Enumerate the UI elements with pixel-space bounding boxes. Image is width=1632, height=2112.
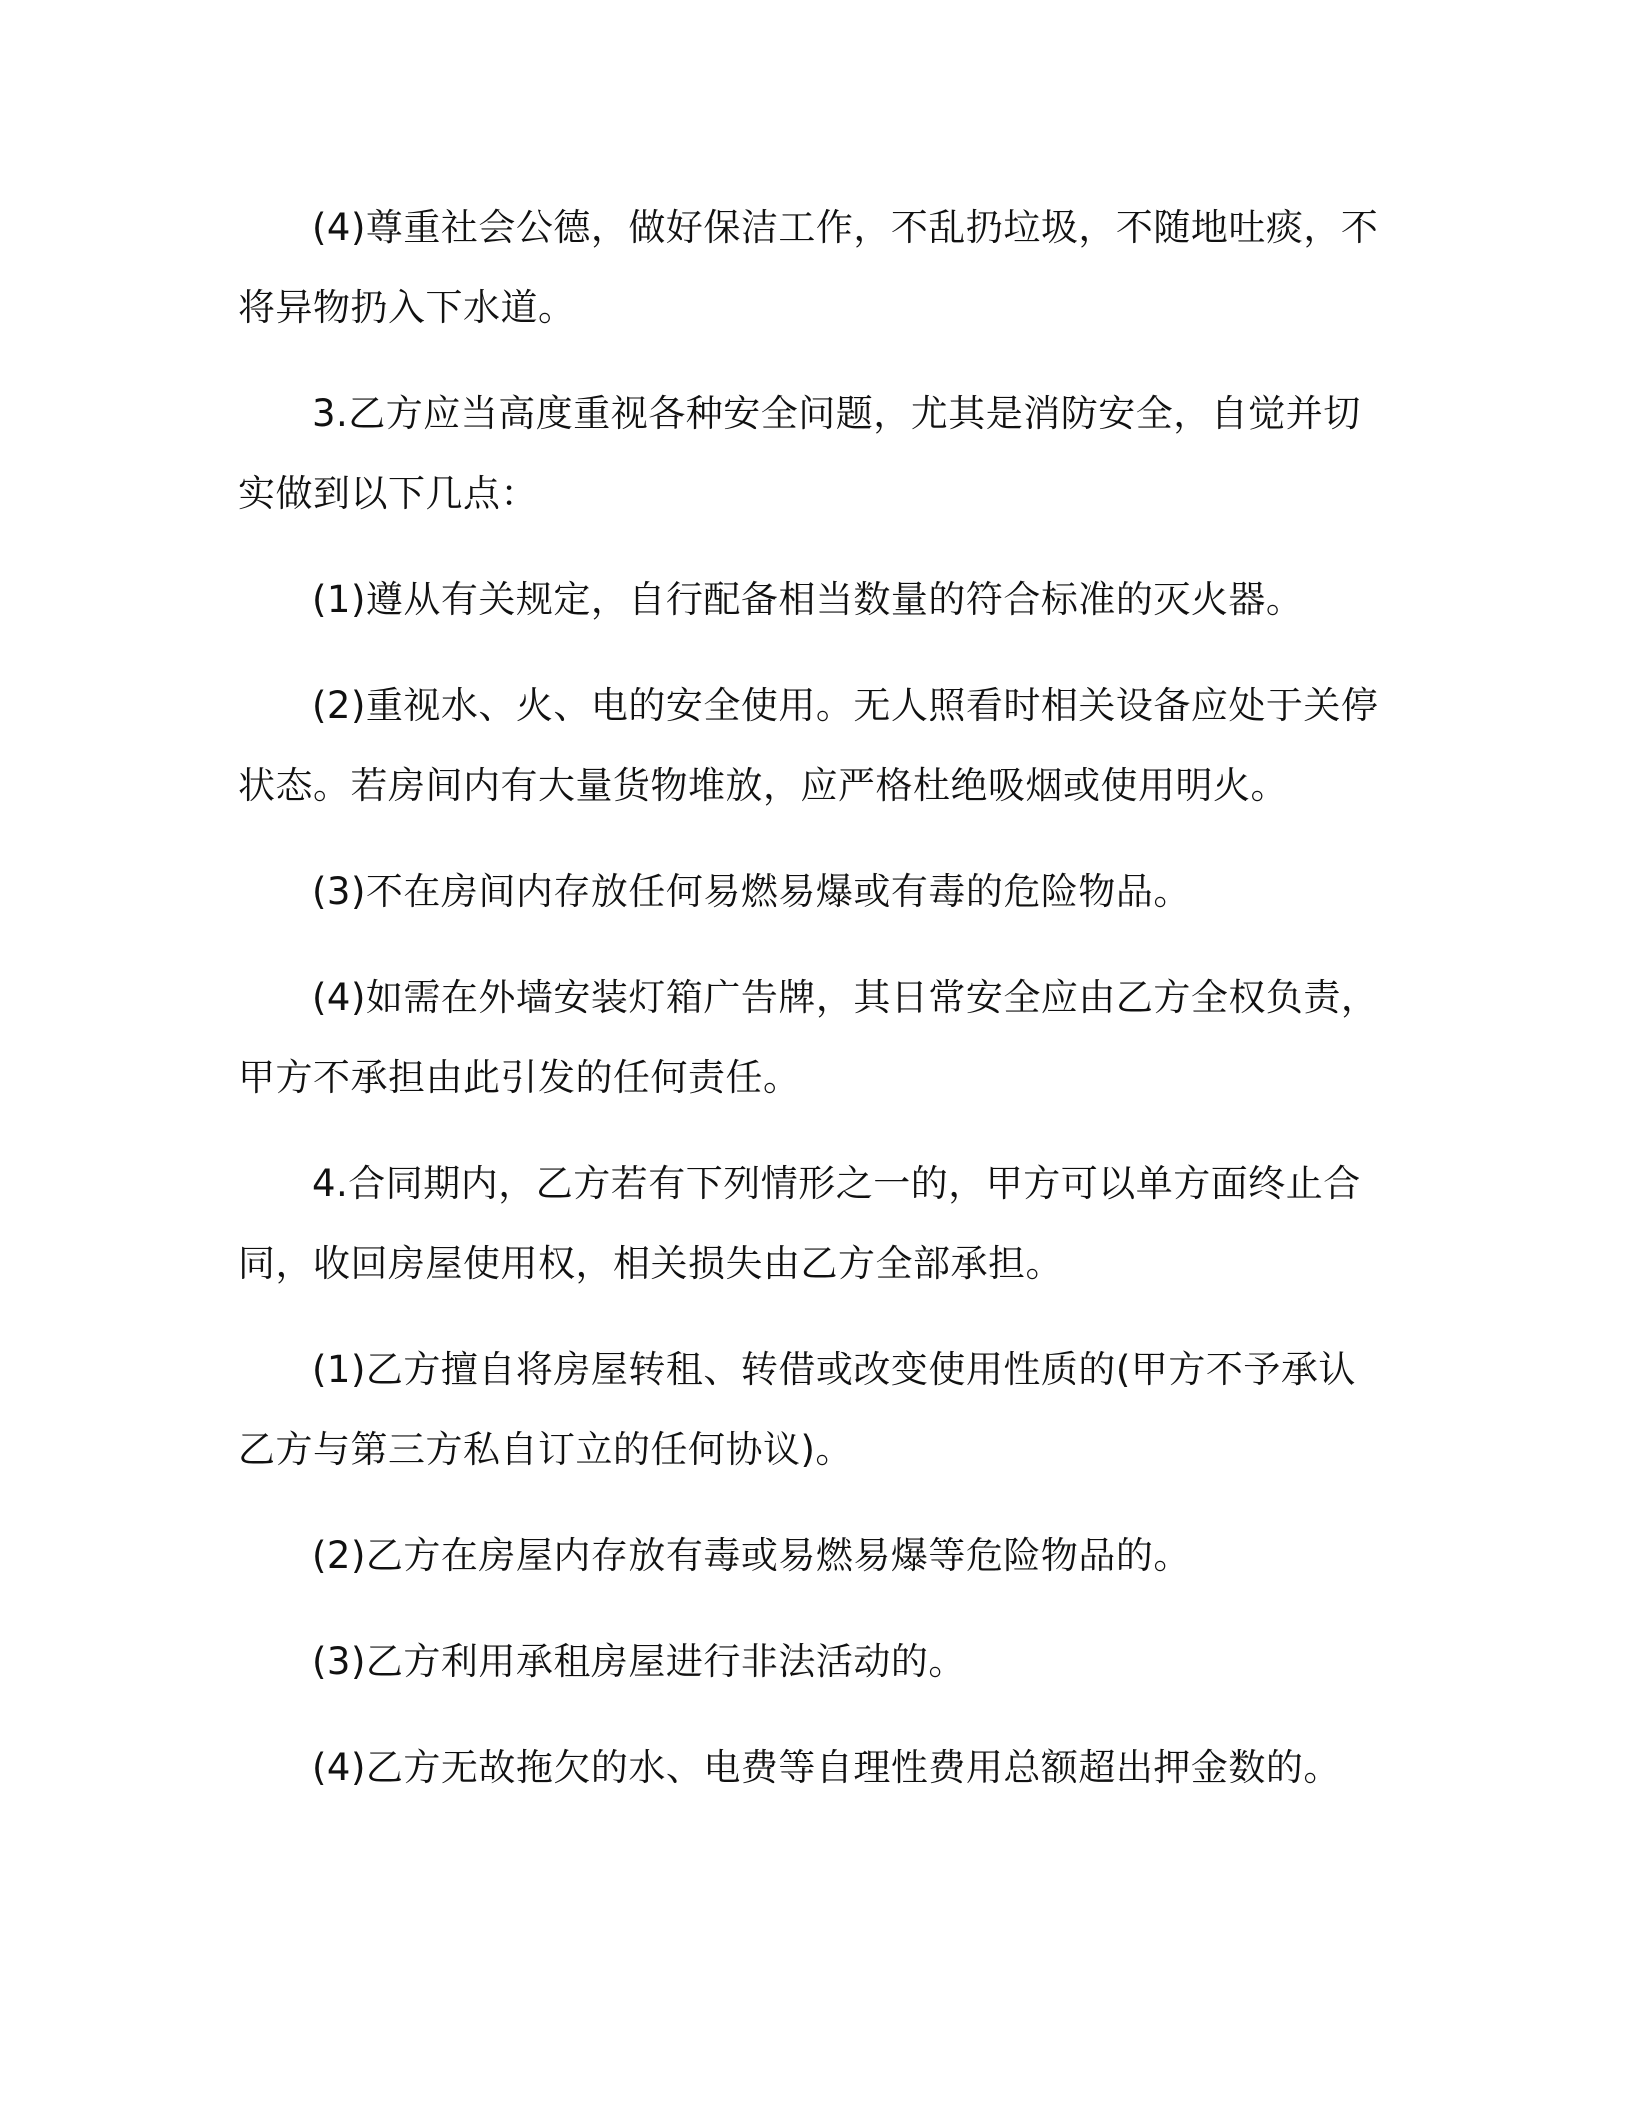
paragraph-billboard: (4)如需在外墙安装灯箱广告牌，其日常安全应由乙方全权负责，甲方不承担由此引发的任何责任。	[238, 976, 1379, 1099]
paragraph-illegal-activity: (3)乙方利用承租房屋进行非法活动的。	[312, 1640, 966, 1683]
paragraph-sublet: (1)乙方擅自将房屋转租、转借或改变使用性质的(甲方不予承认乙方与第三方私自订立的任何协议)。	[238, 1348, 1356, 1471]
paragraph-hazardous-storage: (3)不在房间内存放任何易燃易爆或有毒的危险物品。	[312, 870, 1191, 913]
document-body	[238, 188, 1388, 1834]
paragraph-dangerous-goods: (2)乙方在房屋内存放有毒或易燃易爆等危险物品的。	[312, 1534, 1191, 1577]
paragraph-utility-safety: (2)重视水、火、电的安全使用。无人照看时相关设备应处于关停状态。若房间内有大量货物堆放，应严格杜绝吸烟或使用明火。	[238, 684, 1379, 807]
paragraph-cleaning-rule: (4)尊重社会公德，做好保洁工作，不乱扔垃圾，不随地吐痰，不将异物扔入下水道。	[238, 206, 1379, 329]
paragraph-unpaid-fees: (4)乙方无故拖欠的水、电费等自理性费用总额超出押金数的。	[312, 1746, 1341, 1789]
paragraph-termination-clause: 4.合同期内，乙方若有下列情形之一的，甲方可以单方面终止合同，收回房屋使用权，相关损失由乙方全部承担。	[238, 1162, 1361, 1285]
paragraph-safety-clause: 3.乙方应当高度重视各种安全问题，尤其是消防安全，自觉并切实做到以下几点：	[238, 392, 1361, 515]
paragraph-fire-extinguisher: (1)遵从有关规定，自行配备相当数量的符合标准的灭火器。	[312, 578, 1304, 621]
